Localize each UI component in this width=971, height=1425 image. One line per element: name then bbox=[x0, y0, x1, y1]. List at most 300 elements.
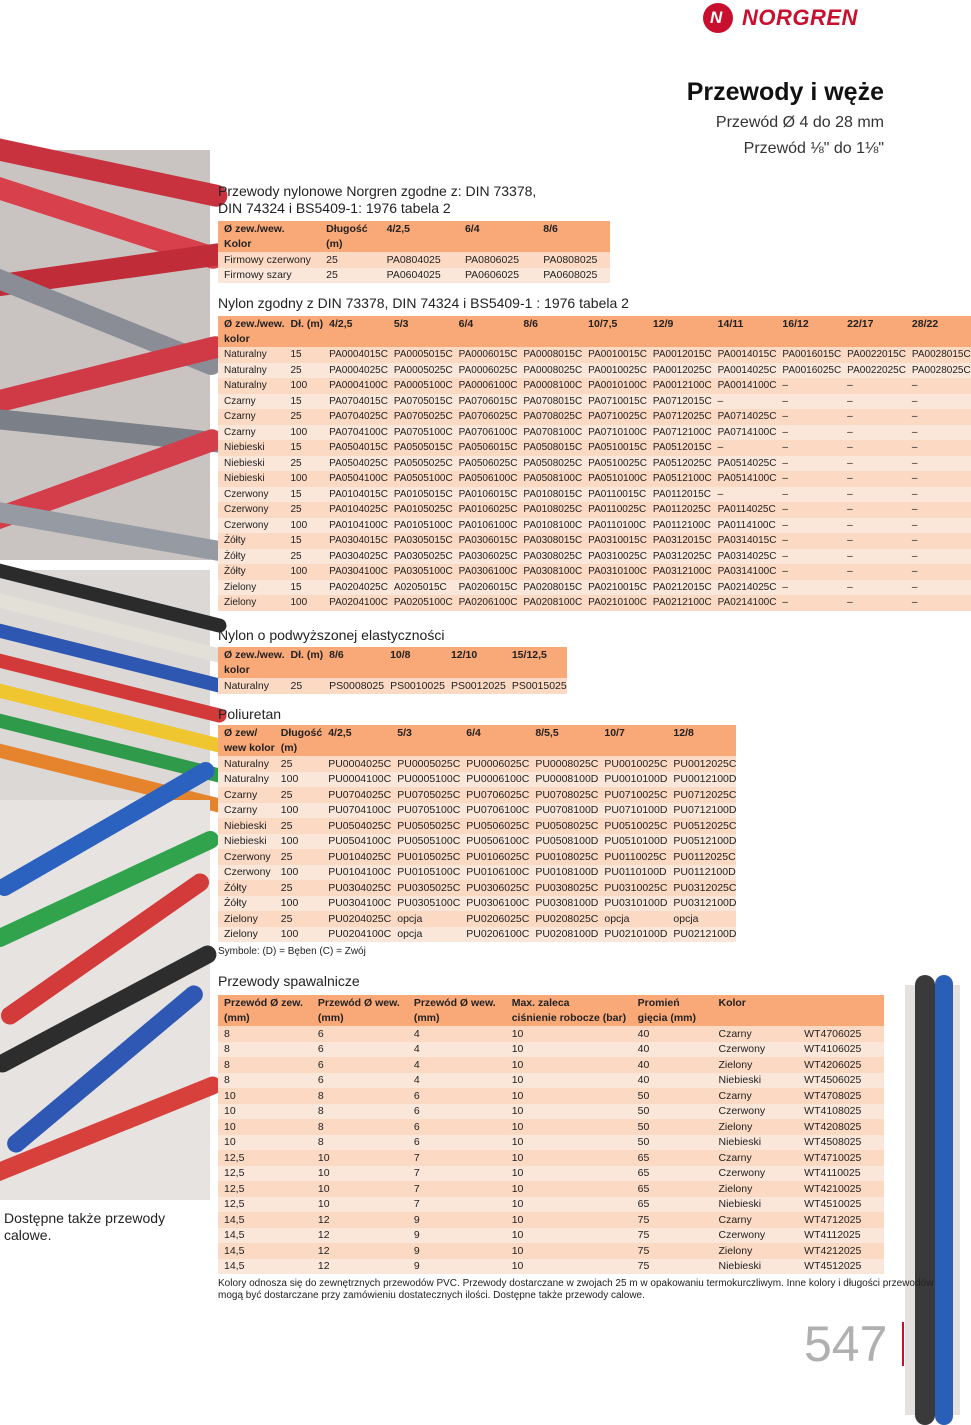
table-cell: Niebieski bbox=[718, 1260, 762, 1273]
header-cell: 12/10 bbox=[450, 648, 478, 661]
table-cell: Czarny bbox=[224, 788, 258, 801]
table-cell: PU0504100C bbox=[328, 835, 392, 848]
table-cell: – bbox=[911, 519, 918, 531]
table-cell: 100 bbox=[280, 835, 299, 848]
table-cell: PA0314015C bbox=[717, 535, 777, 547]
table-row bbox=[218, 880, 736, 896]
table-cell: PU0706100C bbox=[466, 804, 530, 817]
table-cell: Niebieski bbox=[224, 442, 265, 454]
table-header-row bbox=[218, 663, 567, 679]
header-cell bbox=[647, 332, 712, 348]
table-cell: PA0006100C bbox=[458, 380, 518, 392]
header-cell bbox=[323, 663, 384, 679]
table-cell: 14,5 bbox=[224, 1229, 245, 1242]
table-row bbox=[218, 787, 736, 803]
header-cell bbox=[381, 237, 459, 253]
table-row bbox=[218, 518, 971, 534]
table-cell: – bbox=[717, 488, 724, 500]
page-number: 547 bbox=[804, 1316, 888, 1372]
table-cell: – bbox=[717, 442, 724, 454]
table-cell: 6 bbox=[317, 1074, 324, 1087]
table-cell: 15 bbox=[290, 395, 302, 407]
header-cell bbox=[323, 332, 388, 348]
table-cell: 50 bbox=[637, 1105, 650, 1118]
header-cell: 6/4 bbox=[464, 222, 480, 235]
header-cell: (m) bbox=[280, 742, 298, 755]
table-cell: PA0508015C bbox=[523, 442, 583, 454]
table-cell: – bbox=[911, 442, 918, 454]
table-cell: PA0012015C bbox=[652, 349, 712, 361]
table-cell: PU0105100C bbox=[397, 866, 461, 879]
table-row bbox=[218, 409, 971, 425]
table-cell: Naturalny bbox=[224, 364, 267, 376]
table-cell: Czerwony bbox=[718, 1043, 766, 1056]
table-cell: 65 bbox=[637, 1198, 650, 1211]
section4-title: Poliuretan bbox=[218, 706, 282, 722]
table-norgren-nylon bbox=[218, 221, 610, 283]
header-cell bbox=[906, 332, 971, 348]
table-cell: 25 bbox=[280, 757, 293, 770]
table-cell: 10 bbox=[511, 1074, 524, 1087]
table-row bbox=[218, 564, 971, 580]
table-cell: Żółty bbox=[224, 566, 246, 578]
table-cell: PA0206100C bbox=[458, 597, 518, 609]
table-cell: 40 bbox=[637, 1043, 650, 1056]
table-cell: PA0714100C bbox=[717, 426, 777, 438]
table-cell: PA0306025C bbox=[458, 550, 518, 562]
table-cell: 8 bbox=[317, 1120, 324, 1133]
table-cell: – bbox=[717, 395, 724, 407]
table-cell: Niebieski bbox=[224, 819, 267, 832]
table-cell: PU0506100C bbox=[466, 835, 530, 848]
table-cell: PA0108025C bbox=[523, 504, 583, 516]
header-cell: 6/4 bbox=[466, 726, 481, 739]
table-row bbox=[218, 772, 736, 788]
table-cell: PU0506025C bbox=[466, 819, 530, 832]
table-cell: 10 bbox=[511, 1058, 524, 1071]
table-cell: PA0110025C bbox=[588, 504, 647, 516]
table-cell: – bbox=[782, 411, 788, 423]
table-row bbox=[218, 456, 971, 472]
table-cell: Czerwony bbox=[224, 866, 271, 879]
header-cell bbox=[285, 663, 324, 679]
header-cell bbox=[285, 332, 324, 348]
photo-colored-hoses bbox=[0, 570, 210, 800]
table-cell: PA0105015C bbox=[393, 488, 453, 500]
table-cell: PA0012025C bbox=[652, 364, 712, 376]
table-cell: 75 bbox=[637, 1213, 650, 1226]
table-cell: PA0112100C bbox=[652, 519, 711, 531]
table-row bbox=[218, 363, 971, 379]
table-cell: 65 bbox=[637, 1151, 650, 1164]
table-cell: 10 bbox=[511, 1043, 524, 1056]
header-cell bbox=[529, 741, 598, 757]
table-row bbox=[218, 1057, 884, 1073]
table-cell: – bbox=[847, 426, 853, 438]
header-cell: Kolor bbox=[718, 996, 746, 1009]
page-title: Przewody i węże bbox=[686, 78, 884, 106]
table-cell: PU0006025C bbox=[466, 757, 530, 770]
table-cell: 8 bbox=[317, 1105, 324, 1118]
table-cell: – bbox=[847, 442, 853, 454]
table-cell: 10 bbox=[317, 1182, 330, 1195]
table-cell: PA0022015C bbox=[847, 349, 906, 361]
table-cell: PU0004025C bbox=[328, 757, 392, 770]
table-cell: 10 bbox=[511, 1213, 524, 1226]
table-cell: 9 bbox=[413, 1229, 420, 1242]
table-cell: 25 bbox=[290, 411, 302, 423]
table-cell: 8 bbox=[224, 1074, 230, 1087]
table-cell: PU0508100D bbox=[535, 835, 599, 848]
table-cell: – bbox=[782, 550, 788, 562]
table-cell: 8 bbox=[224, 1043, 230, 1056]
table-cell: Naturalny bbox=[224, 380, 267, 392]
table-cell: – bbox=[782, 566, 788, 578]
table-cell: PU0505100C bbox=[397, 835, 461, 848]
table-cell: PA0510015C bbox=[588, 442, 647, 454]
table-cell: 7 bbox=[413, 1182, 420, 1195]
header-cell: (m) bbox=[326, 238, 343, 251]
table-cell: 50 bbox=[637, 1120, 650, 1133]
table-cell: PA0505100C bbox=[393, 473, 453, 485]
table-cell: 15 bbox=[290, 535, 302, 547]
photo-red-grey-hoses bbox=[0, 150, 210, 560]
page-number-bar bbox=[902, 1322, 904, 1366]
table-cell: – bbox=[911, 426, 918, 438]
table-cell: 15 bbox=[290, 442, 302, 454]
header-cell: (mm) bbox=[317, 1012, 344, 1025]
table-cell: PA0028015C bbox=[911, 349, 971, 361]
table-cell: PA0512100C bbox=[652, 473, 712, 485]
header-cell: 10/7 bbox=[604, 726, 625, 739]
table-header-row bbox=[218, 1011, 884, 1027]
table-row bbox=[218, 549, 971, 565]
table-cell: PA0712025C bbox=[652, 411, 712, 423]
table-cell: 10 bbox=[224, 1089, 236, 1102]
table-cell: PA0504100C bbox=[329, 473, 388, 485]
table-row bbox=[218, 487, 971, 503]
table-cell: PA0210015C bbox=[588, 581, 647, 593]
header-cell bbox=[841, 332, 906, 348]
table-row bbox=[218, 896, 736, 912]
table-cell: Naturalny bbox=[224, 757, 269, 770]
table-cell: Naturalny bbox=[224, 349, 267, 361]
header-cell: Dł. (m) bbox=[290, 648, 324, 661]
table-cell: Czerwony bbox=[224, 850, 271, 863]
table-cell: PA0604025 bbox=[386, 269, 441, 282]
table-cell: 75 bbox=[637, 1244, 650, 1257]
table-cell: 4 bbox=[413, 1043, 420, 1056]
header-cell bbox=[459, 237, 537, 253]
header-cell: Przewód Ø zew. bbox=[224, 996, 303, 1009]
table-cell: PA0104025C bbox=[329, 504, 388, 516]
table-row bbox=[218, 1104, 884, 1120]
table-cell: Czerwony bbox=[718, 1105, 766, 1118]
table-cell: PU0510100D bbox=[604, 835, 668, 848]
table-cell: PA0710100C bbox=[588, 426, 647, 438]
table-cell: Czarny bbox=[224, 411, 256, 423]
table-cell: Czarny bbox=[718, 1089, 752, 1102]
table-cell: PA0114100C bbox=[717, 519, 776, 531]
table-cell: 40 bbox=[637, 1074, 650, 1087]
table-cell: – bbox=[847, 519, 853, 531]
table-cell: WT4508025 bbox=[804, 1136, 862, 1149]
table-cell: PA0704100C bbox=[329, 426, 388, 438]
table-cell: PA0006025C bbox=[458, 364, 518, 376]
table-cell: PA0806025 bbox=[464, 253, 520, 266]
table-cell: 15 bbox=[290, 349, 302, 361]
table-cell: 100 bbox=[280, 866, 299, 879]
table-cell: 25 bbox=[280, 912, 293, 925]
table-row bbox=[218, 911, 736, 927]
table-cell: PA0014015C bbox=[717, 349, 777, 361]
table-cell: 100 bbox=[290, 597, 308, 609]
table-cell: WT4112025 bbox=[804, 1229, 861, 1242]
table-cell: – bbox=[782, 504, 788, 516]
table-cell: WT4710025 bbox=[804, 1151, 862, 1164]
table-cell: 100 bbox=[280, 804, 299, 817]
photo-welding-hose-right bbox=[905, 985, 960, 1415]
table-cell: – bbox=[782, 395, 788, 407]
table-cell: PU0712025C bbox=[673, 788, 737, 801]
table-header-row bbox=[218, 237, 610, 253]
table-cell: Czerwony bbox=[718, 1229, 766, 1242]
section2-title: Nylon zgodny z DIN 73378, DIN 74324 i BS5409-1 : 1976 tabela 2 bbox=[218, 295, 629, 311]
symbols-note: Symbole: (D) = Bęben (C) = Zwój bbox=[218, 946, 366, 957]
table-row bbox=[218, 440, 971, 456]
table-cell: Czerwony bbox=[224, 519, 269, 531]
table-cell: Zielony bbox=[224, 581, 257, 593]
header-cell: 10/7,5 bbox=[588, 317, 618, 330]
table-cell: 50 bbox=[637, 1089, 650, 1102]
table-cell: PA0606025 bbox=[464, 269, 520, 282]
table-cell: – bbox=[847, 380, 853, 392]
table-cell: Czarny bbox=[224, 426, 256, 438]
header-cell bbox=[460, 741, 529, 757]
table-cell: Czerwony bbox=[224, 504, 269, 516]
table-cell: PA0005025C bbox=[393, 364, 453, 376]
table-cell: 10 bbox=[511, 1105, 524, 1118]
table-row bbox=[218, 252, 610, 268]
table-cell: PU0304100C bbox=[328, 897, 392, 910]
table-cell: PA0016025C bbox=[782, 364, 842, 376]
table-cell: PU0206100C bbox=[466, 928, 530, 941]
table-row bbox=[218, 849, 736, 865]
header-cell bbox=[453, 332, 518, 348]
table-cell: 40 bbox=[637, 1058, 650, 1071]
table-cell: 25 bbox=[280, 881, 293, 894]
table-cell: 50 bbox=[637, 1136, 650, 1149]
table-cell: PA0305015C bbox=[393, 535, 453, 547]
table-cell: – bbox=[782, 457, 788, 469]
table-row bbox=[218, 378, 971, 394]
table-cell: PA0105025C bbox=[393, 504, 453, 516]
table-row bbox=[218, 1166, 884, 1182]
table-cell: WT4208025 bbox=[804, 1120, 862, 1133]
header-cell: 4/2,5 bbox=[386, 222, 410, 235]
table-cell: Czarny bbox=[718, 1027, 752, 1040]
table-cell: PA0514100C bbox=[717, 473, 777, 485]
table-cell: – bbox=[847, 550, 853, 562]
header-cell bbox=[391, 741, 460, 757]
table-cell: 9 bbox=[413, 1213, 420, 1226]
header-cell: 4/2,5 bbox=[328, 726, 352, 739]
header-cell: Ø zew./wew. bbox=[224, 317, 285, 330]
table-cell: PU0304025C bbox=[328, 881, 392, 894]
table-cell: PA0712015C bbox=[652, 395, 712, 407]
table-cell: – bbox=[911, 504, 918, 516]
table-cell: PA0204100C bbox=[329, 597, 388, 609]
footnote-line2: mogą być dostarczane przy zamówieniu dostatecznych ilości. Dostępne także przewody calowe. bbox=[218, 1290, 645, 1301]
table-cell: PA0704025C bbox=[329, 411, 388, 423]
table-cell: – bbox=[847, 395, 853, 407]
table-cell: PU0305100C bbox=[397, 897, 461, 910]
table-cell: PU0006100C bbox=[466, 773, 530, 786]
table-cell: PA0004015C bbox=[329, 349, 388, 361]
table-cell: – bbox=[911, 488, 918, 500]
header-cell bbox=[712, 1011, 798, 1027]
table-cell: PU0008100D bbox=[535, 773, 599, 786]
table-cell: 10 bbox=[511, 1167, 524, 1180]
table-cell: 14,5 bbox=[224, 1244, 245, 1257]
header-cell: Kolor bbox=[224, 238, 252, 251]
header-cell: Przewód Ø wew. bbox=[317, 996, 400, 1009]
table-cell: 100 bbox=[290, 566, 308, 578]
table-cell: WT4510025 bbox=[804, 1198, 862, 1211]
table-cell: PU0206025C bbox=[466, 912, 530, 925]
table-cell: WT4206025 bbox=[804, 1058, 862, 1071]
table-cell: PA0304100C bbox=[329, 566, 388, 578]
table-header-row bbox=[218, 316, 971, 332]
header-cell: wew kolor bbox=[224, 742, 275, 755]
table-cell: PA0206015C bbox=[458, 581, 518, 593]
table-cell: PS0008025 bbox=[329, 679, 385, 692]
table-cell: WT4212025 bbox=[804, 1244, 862, 1257]
table-cell: PA0106025C bbox=[458, 504, 518, 516]
header-cell: 4/2,5 bbox=[329, 317, 353, 330]
table-cell: PU0306100C bbox=[466, 897, 530, 910]
table-cell: – bbox=[847, 504, 853, 516]
table-cell: PU0705025C bbox=[397, 788, 461, 801]
table-cell: 100 bbox=[290, 380, 308, 392]
table-cell: 100 bbox=[290, 426, 308, 438]
header-cell: 12/9 bbox=[652, 317, 674, 330]
table-cell: PU0512025C bbox=[673, 819, 737, 832]
table-cell: – bbox=[847, 535, 853, 547]
table-cell: 100 bbox=[280, 773, 299, 786]
photo-welding-hoses bbox=[0, 800, 210, 1200]
table-cell: PA0708015C bbox=[523, 395, 583, 407]
table-cell: PA0314025C bbox=[717, 550, 777, 562]
table-cell: PA0706100C bbox=[458, 426, 518, 438]
table-cell: PS0012025 bbox=[450, 679, 506, 692]
table-cell: 7 bbox=[413, 1167, 420, 1180]
table-cell: PA0112015C bbox=[652, 488, 711, 500]
table-cell: 10 bbox=[224, 1120, 236, 1133]
header-cell: (mm) bbox=[224, 1012, 250, 1025]
table-cell: 9 bbox=[413, 1260, 420, 1273]
table-cell: PU0104025C bbox=[328, 850, 392, 863]
table-cell: PA0014100C bbox=[717, 380, 777, 392]
table-cell: Niebieski bbox=[224, 457, 265, 469]
header-cell: 16/12 bbox=[782, 317, 809, 330]
header-cell bbox=[445, 663, 506, 679]
table-cell: 14,5 bbox=[224, 1260, 245, 1273]
table-cell: PA0108100C bbox=[523, 519, 583, 531]
table-cell: 8 bbox=[317, 1089, 324, 1102]
table-cell: PA0708025C bbox=[523, 411, 583, 423]
table-cell: PA0710015C bbox=[588, 395, 647, 407]
table-cell: – bbox=[911, 581, 918, 593]
table-cell: – bbox=[911, 473, 918, 485]
table-cell: WT4708025 bbox=[804, 1089, 862, 1102]
table-cell: PA0112025C bbox=[652, 504, 711, 516]
table-cell: 10 bbox=[317, 1198, 330, 1211]
table-cell: Niebieski bbox=[224, 835, 267, 848]
table-row bbox=[218, 1026, 884, 1042]
table-cell: opcja bbox=[397, 912, 423, 925]
header-cell: 6/4 bbox=[458, 317, 474, 330]
table-cell: Żółty bbox=[224, 535, 246, 547]
table-cell: PA0706025C bbox=[458, 411, 518, 423]
table-cell: 4 bbox=[413, 1058, 420, 1071]
header-cell: Przewód Ø wew. bbox=[413, 996, 496, 1009]
table-cell: opcja bbox=[397, 928, 423, 941]
table-cell: – bbox=[782, 597, 788, 609]
table-cell: PA0106015C bbox=[458, 488, 518, 500]
table-cell: – bbox=[911, 395, 918, 407]
table-cell: Czarny bbox=[718, 1213, 752, 1226]
table-cell: PA0512015C bbox=[652, 442, 712, 454]
table-cell: 9 bbox=[413, 1244, 420, 1257]
table-row bbox=[218, 1042, 884, 1058]
header-cell: 5/3 bbox=[397, 726, 412, 739]
table-cell: – bbox=[911, 550, 918, 562]
table-cell: 6 bbox=[317, 1058, 324, 1071]
table-cell: 12 bbox=[317, 1260, 330, 1273]
table-cell: Czarny bbox=[718, 1151, 752, 1164]
table-cell: PA0314100C bbox=[717, 566, 777, 578]
table-cell: PU0706025C bbox=[466, 788, 530, 801]
table-cell: PA0706015C bbox=[458, 395, 518, 407]
table-cell: PU0104100C bbox=[328, 866, 392, 879]
table-cell: 10 bbox=[224, 1105, 236, 1118]
header-cell: Promień bbox=[637, 996, 680, 1009]
table-row bbox=[218, 533, 971, 549]
table-cell: PA0012100C bbox=[652, 380, 712, 392]
table-cell: PU0106100C bbox=[466, 866, 530, 879]
header-cell bbox=[776, 332, 841, 348]
table-cell: 10 bbox=[511, 1136, 524, 1149]
table-cell: PA0008100C bbox=[523, 380, 583, 392]
table-cell: WT4712025 bbox=[804, 1213, 862, 1226]
brand-name: NORGREN bbox=[742, 5, 858, 30]
table-cell: PA0712100C bbox=[652, 426, 712, 438]
table-cell: Naturalny bbox=[224, 679, 269, 692]
table-cell: PU0204025C bbox=[328, 912, 392, 925]
table-cell: PA0108015C bbox=[523, 488, 583, 500]
table-row bbox=[218, 1212, 884, 1228]
table-cell: Żółty bbox=[224, 550, 246, 562]
table-cell: PU0008025C bbox=[535, 757, 599, 770]
table-row bbox=[218, 1135, 884, 1151]
section3-title: Nylon o podwyższonej elastyczności bbox=[218, 627, 445, 643]
table-cell: PA0306015C bbox=[458, 535, 518, 547]
table-header-row bbox=[218, 995, 884, 1011]
table-cell: 100 bbox=[290, 519, 308, 531]
table-cell: 10 bbox=[224, 1136, 236, 1149]
table-cell: 10 bbox=[317, 1151, 330, 1164]
